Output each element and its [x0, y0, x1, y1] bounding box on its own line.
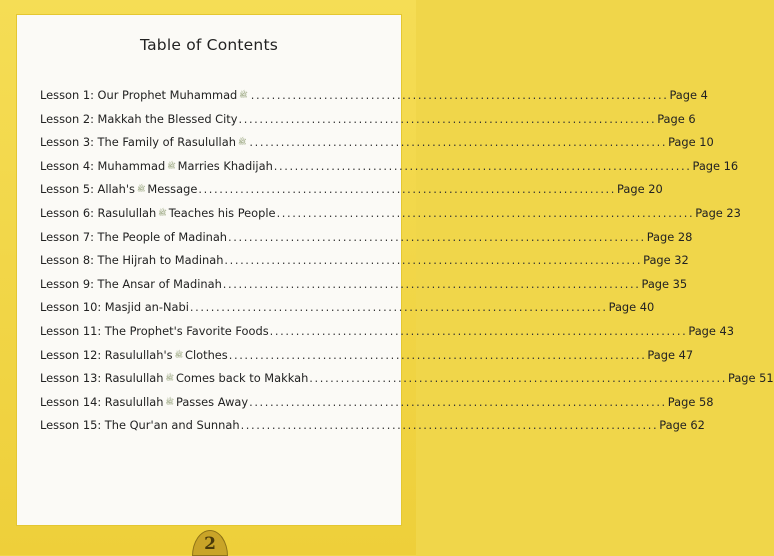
toc-entry — [40, 84, 708, 108]
dot-leader: ................................................................................ — [228, 347, 647, 362]
toc-entry — [40, 108, 696, 132]
toc-entry-label-suffix: Message — [147, 182, 198, 197]
toc-entry — [40, 296, 655, 320]
dot-leader: ................................................................................ — [228, 229, 646, 244]
dot-leader: ................................................................................ — [250, 88, 669, 102]
toc-entry — [40, 367, 774, 391]
toc-entry-label: Lesson 1: Our Prophet Muhammad — [40, 88, 238, 102]
salawat-seal-icon: ﷺ — [136, 185, 146, 194]
toc-entry-page: Page 6 — [657, 111, 696, 126]
toc-entry-page: Page 23 — [695, 205, 741, 220]
dot-leader: ................................................................................ — [249, 394, 667, 409]
toc-entry-title — [40, 320, 269, 344]
toc-entry-page: Page 43 — [688, 323, 735, 338]
dot-leader: ................................................................................ — [249, 135, 668, 150]
toc-entry — [40, 414, 705, 438]
salawat-seal-icon: ﷺ — [158, 208, 167, 217]
toc-entry-page: Page 40 — [608, 300, 655, 315]
toc-entry-title — [40, 108, 238, 132]
toc-entry-label-suffix: Marries Khadijah — [177, 158, 273, 173]
toc-entry-label-suffix: Passes Away — [175, 394, 249, 409]
salawat-seal-icon: ﷺ — [165, 397, 174, 406]
toc-entry-label-suffix: Clothes — [185, 347, 228, 362]
toc-entry — [40, 202, 741, 226]
toc-entry-label-suffix: Comes back to Makkah — [175, 371, 309, 386]
toc-entry — [40, 178, 663, 202]
toc-entry-label: Lesson 12: Rasulullah's — [40, 347, 173, 362]
toc-entry-label: Lesson 8: The Hijrah to Madinah — [40, 253, 224, 268]
toc-entry-page: Page 20 — [617, 182, 663, 197]
toc-entry-title — [40, 296, 189, 320]
toc-entry-title — [40, 178, 197, 202]
toc-entry-label: Lesson 10: Masjid an-Nabi — [40, 300, 189, 315]
toc-entry-title — [40, 131, 248, 155]
toc-entry-page: Page 47 — [647, 347, 694, 362]
toc-entry-title — [40, 344, 228, 368]
toc-entry-page: Page 32 — [643, 253, 689, 268]
toc-entry — [40, 273, 688, 297]
toc-entry-title — [40, 202, 276, 226]
toc-entry-page: Page 62 — [659, 418, 705, 433]
toc-entry-title — [40, 367, 308, 391]
toc-entry-page: Page 28 — [646, 229, 693, 244]
toc-entry-page: Page 58 — [667, 394, 714, 409]
dot-leader: ................................................................................ — [189, 300, 608, 315]
toc-entry-label: Lesson 13: Rasulullah — [40, 371, 164, 386]
toc-entry-label: Lesson 14: Rasulullah — [40, 394, 164, 409]
toc-entry-title — [40, 391, 248, 415]
toc-entry-label: Lesson 5: Allah's — [40, 182, 135, 197]
toc-entry-title — [40, 414, 240, 438]
salawat-seal-icon: ﷺ — [174, 350, 184, 359]
toc-entry-title — [40, 155, 273, 179]
toc-entry-label: Lesson 11: The Prophet's Favorite Foods — [40, 323, 269, 338]
toc-entry-label: Lesson 9: The Ansar of Madinah — [40, 276, 222, 291]
toc-entry-page: Page 10 — [668, 135, 714, 150]
toc-entry — [40, 226, 693, 250]
contents-page — [16, 14, 774, 526]
toc-entry-label: Lesson 15: The Qur'an and Sunnah — [40, 418, 240, 433]
dot-leader: ................................................................................ — [240, 418, 659, 433]
salawat-seal-icon: ﷺ — [167, 161, 176, 170]
toc-entry — [40, 320, 735, 344]
toc-entry — [40, 344, 694, 368]
toc-entry-title — [40, 226, 227, 250]
toc-entry — [40, 249, 689, 273]
toc-entry — [40, 391, 714, 415]
toc-entry-label-suffix: Teaches his People — [168, 205, 276, 220]
toc-entry — [40, 131, 714, 155]
salawat-seal-icon: ﷺ — [239, 91, 248, 99]
salawat-seal-icon: ﷺ — [237, 138, 247, 147]
toc-entry-title — [40, 249, 223, 273]
dot-leader: ................................................................................ — [276, 205, 695, 220]
toc-entry-page: Page 35 — [641, 276, 688, 291]
dot-leader: ................................................................................ — [269, 323, 688, 338]
toc-entry-label: Lesson 4: Muhammad — [40, 158, 166, 173]
toc-entry-label: Lesson 3: The Family of Rasulullah — [40, 135, 236, 150]
page-number: 2 — [204, 534, 216, 554]
toc-entry-title — [40, 84, 250, 108]
toc-entry-title — [40, 273, 222, 297]
dot-leader: ................................................................................ — [309, 371, 727, 386]
toc-entry-label: Lesson 6: Rasulullah — [40, 205, 157, 220]
toc-entry-page: Page 16 — [692, 158, 739, 173]
toc-entry-label: Lesson 7: The People of Madinah — [40, 229, 228, 244]
toc-entry — [40, 155, 739, 179]
dot-leader: ................................................................................ — [198, 182, 617, 197]
toc-entry-label: Lesson 2: Makkah the Blessed City — [40, 111, 238, 126]
toc-entry-page: Page 4 — [669, 88, 708, 102]
toc-entry-page: Page 51 — [727, 371, 774, 386]
toc-list — [40, 84, 774, 438]
page-title: Table of Contents — [140, 36, 278, 54]
dot-leader: ................................................................................ — [224, 253, 643, 268]
dot-leader: ................................................................................ — [222, 276, 641, 291]
dot-leader: ................................................................................ — [238, 111, 657, 126]
dot-leader: ................................................................................ — [273, 158, 692, 173]
salawat-seal-icon: ﷺ — [165, 374, 174, 383]
